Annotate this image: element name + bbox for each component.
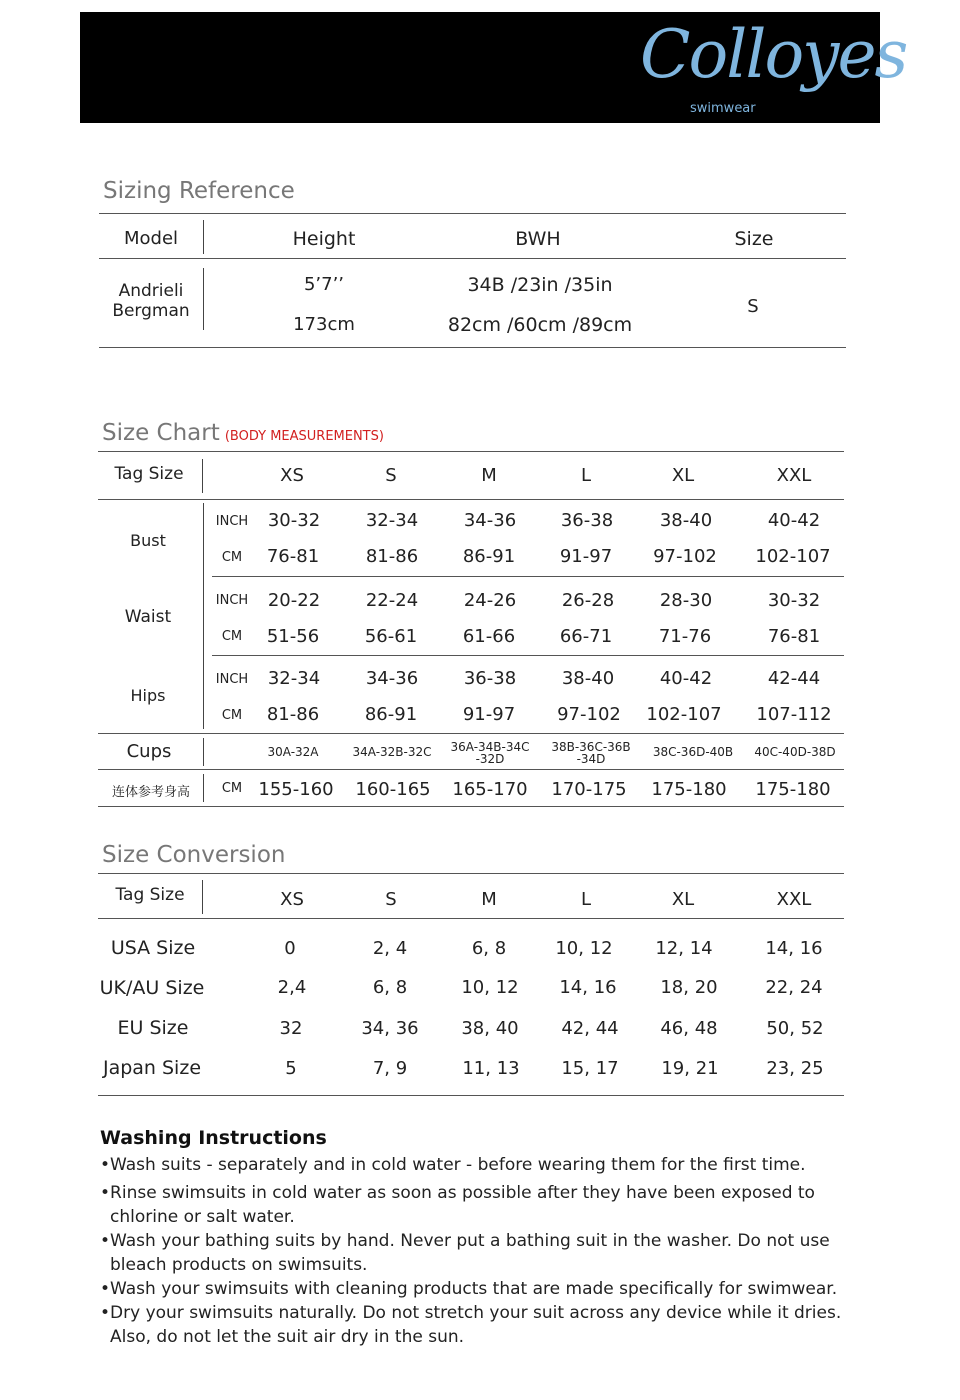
conversion-value: 11, 13	[462, 1058, 520, 1079]
waist-inch-value: 26-28	[561, 590, 615, 611]
bust-inch-value: 32-34	[365, 510, 419, 531]
model-size: S	[747, 296, 759, 317]
model-height-imperial: 5’7’’	[303, 274, 345, 295]
size-header: XS	[280, 465, 304, 486]
conversion-value: 14, 16	[559, 977, 617, 998]
size-header: XL	[671, 889, 695, 910]
tag-size-label: Tag Size	[115, 885, 185, 905]
waist-inch-value: 30-32	[767, 590, 821, 611]
washing-item: chlorine or salt water.	[110, 1207, 295, 1227]
conversion-value: 12, 14	[655, 938, 713, 959]
conversion-value: 22, 24	[765, 977, 823, 998]
divider	[202, 880, 203, 914]
conversion-value: 18, 20	[660, 977, 718, 998]
washing-item: •Wash your swimsuits with cleaning products that are made specifically for swimwear.	[100, 1279, 838, 1299]
cups-value: 38C-36D-40B	[652, 745, 734, 759]
conversion-value: 38, 40	[461, 1018, 519, 1039]
divider	[202, 459, 203, 493]
divider	[99, 213, 846, 214]
waist-label: Waist	[124, 607, 172, 627]
model-name: Andrieli Bergman	[112, 281, 190, 321]
unit-inch-label: INCH	[215, 672, 249, 687]
washing-item: •Wash your bathing suits by hand. Never put a bathing suit in the washer. Do not use	[100, 1231, 830, 1251]
header-model: Model	[123, 228, 179, 249]
size-chart-title: Size Chart	[102, 420, 220, 446]
divider	[99, 347, 846, 348]
conversion-row-label: USA Size	[110, 937, 196, 959]
hips-inch-value: 34-36	[365, 668, 419, 689]
conversion-value: 6, 8	[471, 938, 507, 959]
size-header: L	[580, 889, 592, 910]
hips-cm-value: 107-112	[756, 704, 832, 725]
divider	[98, 499, 844, 500]
hips-inch-value: 32-34	[267, 668, 321, 689]
hips-cm-value: 91-97	[462, 704, 516, 725]
hips-inch-value: 38-40	[561, 668, 615, 689]
conversion-value: 15, 17	[561, 1058, 619, 1079]
washing-item: •Dry your swimsuits naturally. Do not stretch your suit across any device while it dries.	[100, 1303, 842, 1323]
height-value: 160-165	[355, 779, 431, 800]
waist-cm-value: 71-76	[658, 626, 712, 647]
divider	[203, 220, 204, 254]
header-size: Size	[734, 228, 774, 250]
washing-item: •Rinse swimsuits in cold water as soon as possible after they have been exposed to	[100, 1183, 815, 1203]
hips-inch-value: 36-38	[463, 668, 517, 689]
washing-item: •Wash suits - separately and in cold water - before wearing them for the first time.	[100, 1155, 806, 1175]
bust-inch-value: 36-38	[560, 510, 614, 531]
model-bwh-metric: 82cm /60cm /89cm	[447, 314, 633, 336]
conversion-row-label: Japan Size	[102, 1057, 202, 1079]
bust-cm-value: 102-107	[755, 546, 831, 567]
divider	[98, 918, 844, 919]
conversion-value: 34, 36	[361, 1018, 419, 1039]
header-bwh: BWH	[515, 228, 561, 250]
conversion-row-label: UK/AU Size	[99, 977, 205, 999]
size-header: XS	[280, 889, 304, 910]
divider	[203, 503, 204, 729]
unit-cm-label: CM	[221, 550, 243, 565]
waist-inch-value: 22-24	[365, 590, 419, 611]
brand-tagline: swimwear	[690, 101, 756, 116]
bust-inch-value: 38-40	[659, 510, 713, 531]
bust-inch-value: 34-36	[463, 510, 517, 531]
divider	[98, 733, 844, 734]
waist-inch-value: 20-22	[267, 590, 321, 611]
size-header: S	[385, 889, 397, 910]
bust-cm-value: 86-91	[462, 546, 516, 567]
waist-cm-value: 76-81	[767, 626, 821, 647]
divider	[99, 258, 846, 259]
divider	[98, 451, 844, 452]
conversion-value: 10, 12	[555, 938, 613, 959]
waist-cm-value: 66-71	[559, 626, 613, 647]
cups-value: 40C-40D-38D	[754, 745, 836, 759]
hips-inch-value: 42-44	[767, 668, 821, 689]
hips-inch-value: 40-42	[659, 668, 713, 689]
divider	[203, 268, 204, 330]
cups-value: 34A-32B-32C	[352, 745, 432, 759]
washing-item: bleach products on swimsuits.	[110, 1255, 368, 1275]
washing-title: Washing Instructions	[100, 1127, 327, 1149]
conversion-value: 0	[284, 938, 296, 959]
cups-label: Cups	[126, 741, 172, 762]
size-header: L	[580, 465, 592, 486]
conversion-value: 2, 4	[372, 938, 408, 959]
washing-item: Also, do not let the suit air dry in the sun.	[110, 1327, 465, 1347]
waist-inch-value: 28-30	[659, 590, 713, 611]
tag-size-label: Tag Size	[114, 464, 184, 484]
conversion-value: 19, 21	[661, 1058, 719, 1079]
unit-inch-label: INCH	[215, 514, 249, 529]
conversion-value: 10, 12	[461, 977, 519, 998]
size-conversion-title: Size Conversion	[102, 842, 286, 868]
waist-cm-value: 51-56	[266, 626, 320, 647]
brand-banner	[80, 12, 907, 123]
waist-cm-value: 56-61	[364, 626, 418, 647]
height-value: 155-160	[258, 779, 334, 800]
size-header: XL	[671, 465, 695, 486]
bust-inch-value: 30-32	[267, 510, 321, 531]
size-chart-subtitle: (BODY MEASUREMENTS)	[224, 429, 384, 444]
bust-cm-value: 97-102	[653, 546, 717, 567]
hips-cm-value: 81-86	[266, 704, 320, 725]
unit-cm-label: CM	[221, 781, 243, 796]
bust-cm-value: 81-86	[365, 546, 419, 567]
height-value: 170-175	[551, 779, 627, 800]
size-chart-heading	[102, 420, 384, 446]
conversion-value: 14, 16	[765, 938, 823, 959]
conversion-value: 6, 8	[372, 977, 408, 998]
conversion-value: 46, 48	[660, 1018, 718, 1039]
cups-value: 30A-32A	[267, 745, 319, 759]
waist-inch-value: 24-26	[463, 590, 517, 611]
conversion-value: 5	[285, 1058, 297, 1079]
sizing-reference-title: Sizing Reference	[103, 178, 295, 204]
unit-cm-label: CM	[221, 708, 243, 723]
cups-value: 36A-34B-34C -32D	[450, 740, 530, 766]
height-label: 连体参考身高	[111, 785, 190, 800]
conversion-value: 50, 52	[766, 1018, 824, 1039]
model-height-metric: 173cm	[293, 314, 355, 335]
divider	[98, 873, 844, 874]
conversion-row-label: EU Size	[117, 1017, 189, 1039]
divider	[98, 769, 844, 770]
size-header: XXL	[776, 889, 812, 910]
model-bwh-imperial: 34B /23in /35in	[467, 274, 613, 296]
height-value: 165-170	[452, 779, 528, 800]
divider	[212, 655, 844, 656]
size-header: S	[385, 465, 397, 486]
cups-value: 38B-36C-36B -34D	[551, 740, 631, 766]
conversion-value: 42, 44	[561, 1018, 619, 1039]
bust-label: Bust	[130, 531, 166, 550]
bust-cm-value: 91-97	[559, 546, 613, 567]
header-height: Height	[292, 228, 356, 250]
divider	[98, 1095, 844, 1096]
hips-cm-value: 86-91	[364, 704, 418, 725]
hips-cm-value: 102-107	[646, 704, 722, 725]
conversion-value: 32	[279, 1018, 303, 1039]
conversion-value: 2,4	[277, 977, 307, 998]
brand-logo: Colloyes	[640, 16, 907, 93]
conversion-value: 23, 25	[766, 1058, 824, 1079]
height-value: 175-180	[755, 779, 831, 800]
height-value: 175-180	[651, 779, 727, 800]
bust-inch-value: 40-42	[767, 510, 821, 531]
conversion-value: 7, 9	[372, 1058, 408, 1079]
divider	[203, 738, 204, 766]
unit-cm-label: CM	[221, 629, 243, 644]
divider	[212, 576, 844, 577]
size-header: XXL	[776, 465, 812, 486]
divider	[98, 806, 844, 807]
unit-inch-label: INCH	[215, 593, 249, 608]
divider	[203, 774, 204, 802]
bust-cm-value: 76-81	[266, 546, 320, 567]
size-header: M	[481, 889, 497, 910]
size-header: M	[481, 465, 497, 486]
waist-cm-value: 61-66	[462, 626, 516, 647]
hips-cm-value: 97-102	[557, 704, 621, 725]
hips-label: Hips	[130, 686, 166, 705]
